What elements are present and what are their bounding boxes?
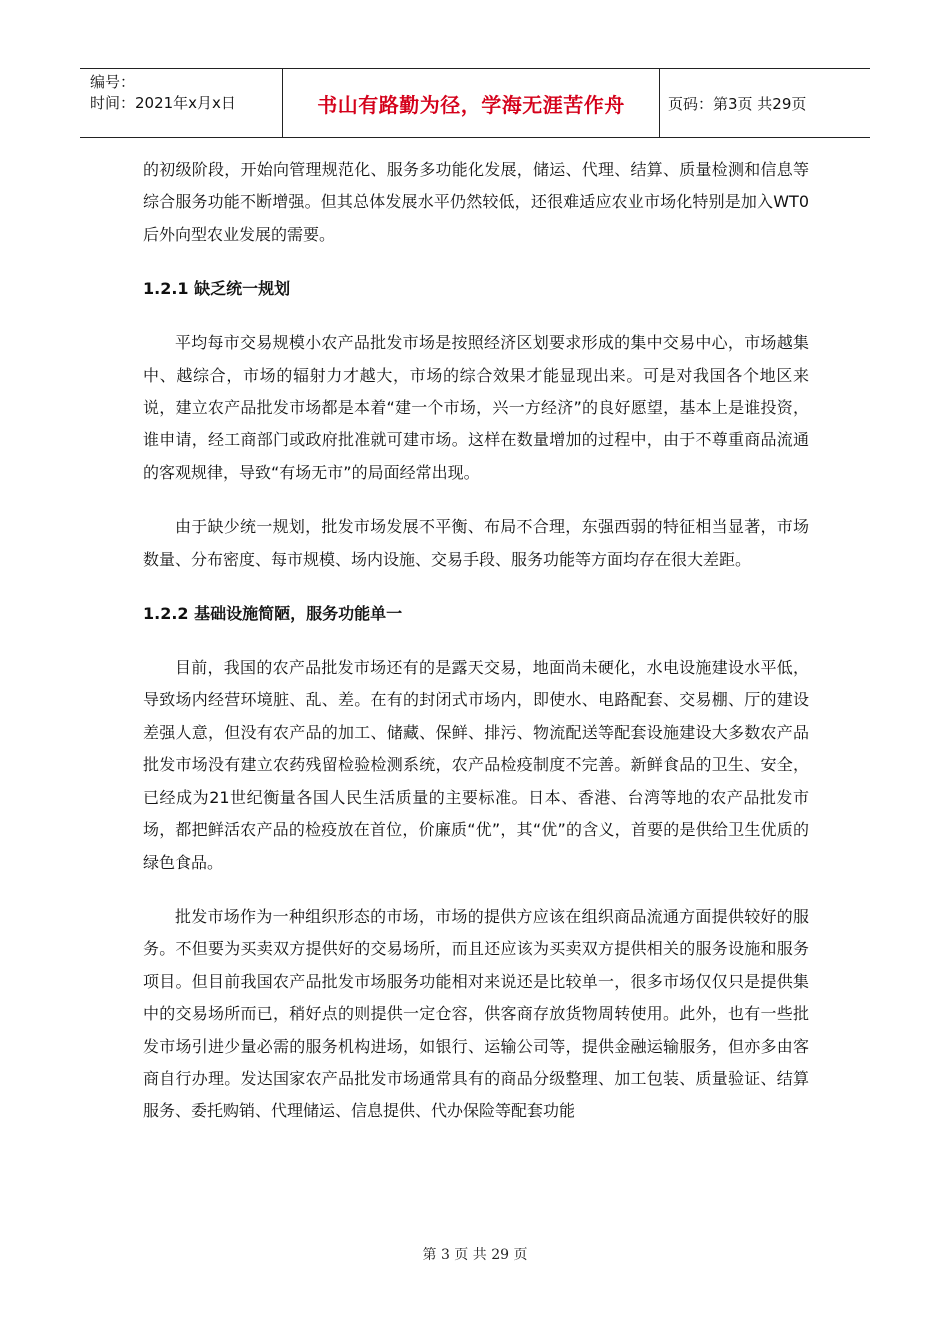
header-page-info: 页码：第3页 共29页 (668, 94, 807, 113)
paragraph-1: 的初级阶段，开始向管理规范化、服务多功能化发展，储运、代理、结算、质量检测和信息等综合服务功能不断增强。但其总体发展水平仍然较低，还很难适应农业市场化特别是加入WT0后外向型农业发展的需要。 (143, 160, 809, 244)
document-time-label: 时间：2021年x月x日 (90, 94, 236, 112)
header-motto: 书山有路勤为径，学海无涯苦作舟 (283, 69, 660, 137)
paragraph-2: 平均每市交易规模小农产品批发市场是按照经济区划要求形成的集中交易中心，市场越集中、越综合，市场的辐射力才越大，市场的综合效果才能显现出来。可是对我国各个地区来说，建立农产品批发市场都是本着“建一个市场，兴一方经济”的良好愿望，基本上是谁投资，谁申请，经工商部门或政府批准就可建市场。这样在数量增加的过程中，由于不尊重商品流通的客观规律，导致“有场无市”的局面经常出现。 (143, 333, 809, 482)
paragraph-3: 由于缺少统一规划，批发市场发展不平衡、布局不合理，东强西弱的特征相当显著，市场数量、分布密度、每市规模、场内设施、交易手段、服务功能等方面均存在很大差距。 (143, 517, 809, 569)
page-header (80, 68, 870, 138)
header-meta (80, 69, 283, 137)
page-footer: 第 3 页 共 29 页 (422, 1247, 528, 1263)
paragraph-4: 目前，我国的农产品批发市场还有的是露天交易，地面尚未硬化，水电设施建设水平低，导致场内经营环境脏、乱、差。在有的封闭式市场内，即使水、电路配套、交易棚、厅的建设差强人意，但没有农产品的加工、储藏、保鲜、排污、物流配送等配套设施建设大多数农产品批发市场没有建立农药残留检验检测系统，农产品检疫制度不完善。新鲜食品的卫生、安全，已经成为21世纪衡量各国人民生活质量的主要标准。日本、香港、台湾等地的农产品批发市场，都把鲜活农产品的检疫放在首位，价廉质“优”，其“优”的含义，首要的是供给卫生优质的绿色食品。 (143, 658, 809, 872)
section-heading-1-2-1: 1.2.1 缺乏统一规划 (143, 279, 291, 299)
document-number-label: 编号： (90, 73, 136, 91)
document-body (143, 154, 809, 1128)
section-heading-1-2-2: 1.2.2 基础设施简陋，服务功能单一 (143, 604, 403, 624)
paragraph-5: 批发市场作为一种组织形态的市场，市场的提供方应该在组织商品流通方面提供较好的服务。不但要为买卖双方提供好的交易场所，而且还应该为买卖双方提供相关的服务设施和服务项目。但目前我国农产品批发市场服务功能相对来说还是比较单一，很多市场仅仅只是提供集中的交易场所而已，稍好点的则提供一定仓容，供客商存放货物周转使用。此外，也有一些批发市场引进少量必需的服务机构进场，如银行、运输公司等，提供金融运输服务，但亦多由客商自行办理。发达国家农产品批发市场通常具有的商品分级整理、加工包装、质量验证、结算服务、委托购销、代理储运、信息提供、代办保险等配套功能 (143, 906, 809, 1121)
